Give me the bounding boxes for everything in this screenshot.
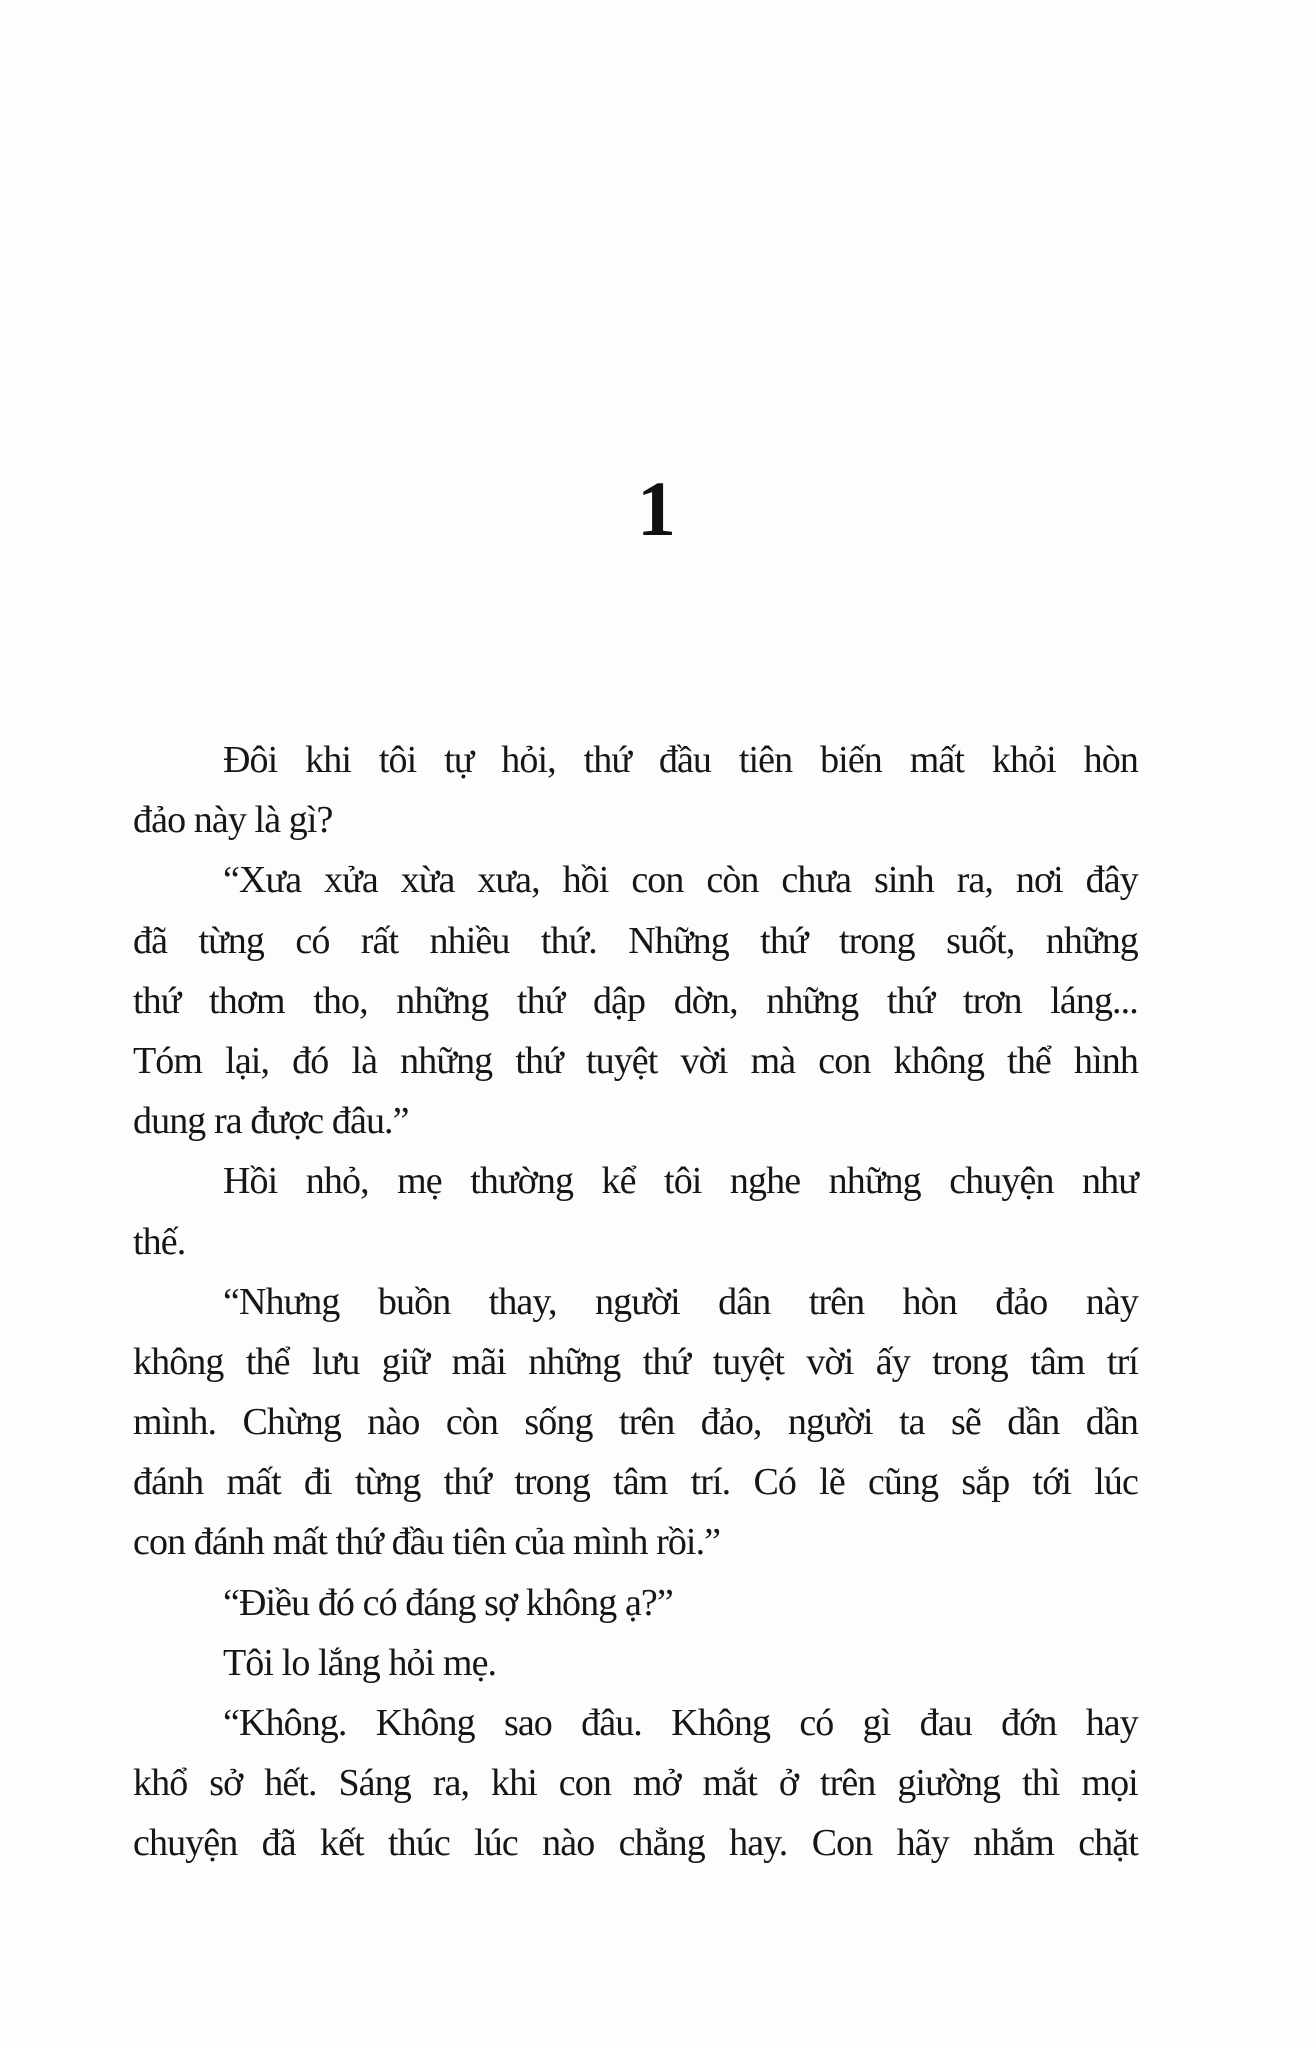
word: xưa, [477,859,540,902]
word: thì [1022,1762,1060,1805]
word: đó [292,1039,329,1082]
word: ở [778,1762,799,1805]
word: Những [628,919,729,962]
word: tới [1032,1461,1072,1504]
word: hòn [1083,739,1138,781]
word: trong [514,1461,590,1504]
word: từng [198,919,264,962]
word: là [351,1039,378,1082]
text-line [133,1031,1138,1091]
word: mãi [451,1340,506,1383]
word: đánh [133,1461,204,1504]
word: Có [753,1461,796,1504]
word: rất [360,919,399,962]
word: khổ [133,1762,188,1805]
word: đảo [995,1280,1048,1323]
text-line [133,1813,1138,1873]
word: con [818,1039,871,1082]
word: tiên [738,739,793,781]
word: buồn [377,1280,451,1323]
text-line [133,1332,1138,1392]
word: “Không. [223,1702,347,1744]
word: thứ [760,919,808,962]
word: mà [750,1039,796,1082]
word: từng [354,1461,421,1504]
text-line: Tôi lo lắng hỏi mẹ. [223,1641,497,1684]
text-line: “Điều đó có đáng sợ không ạ?” [223,1581,673,1624]
word: ta [899,1401,925,1444]
chapter-number: 1 [637,465,676,552]
word: mình. [133,1401,217,1444]
word: người [595,1280,680,1323]
word: Chừng [242,1401,341,1444]
text-line [133,850,1138,910]
word: thể [245,1340,290,1383]
word: vời [806,1340,854,1383]
word: nhiều [429,919,510,962]
word: Hồi [223,1160,278,1203]
word: trí. [690,1461,731,1504]
word: xừa [400,859,455,902]
word: những [400,1039,493,1082]
word: trong [932,1340,1008,1383]
word: mất [226,1461,281,1504]
word: tuyệt [585,1039,658,1082]
word: Tóm [133,1039,203,1082]
word: thứ [583,739,632,781]
word: lúc [1094,1461,1138,1504]
word: chẳng [618,1822,705,1865]
word: những [396,979,489,1022]
word: những [828,1160,921,1203]
word: hết. [264,1762,317,1805]
word: những [1045,919,1138,962]
word: còn [706,859,759,902]
word: đã [133,919,168,962]
word: lưu [311,1340,360,1383]
text-line: con đánh mất thứ đầu tiên của mình rồi.” [133,1521,721,1564]
text-line [133,911,1138,971]
word: sao [503,1702,552,1744]
word: sở [209,1762,243,1805]
word: trí [1106,1340,1138,1383]
word: mở [632,1762,681,1805]
word: trong [839,919,915,962]
word: nào [367,1401,420,1444]
text-line: dung ra được đâu.” [133,1100,409,1143]
word: dân [718,1280,771,1323]
word: tôi [664,1160,702,1203]
word: thay, [488,1280,557,1323]
word: hay. [729,1822,788,1865]
word: tự [444,739,474,781]
word: tho, [313,979,368,1022]
word: không [133,1340,224,1383]
word: trên [819,1762,876,1805]
body-text [133,730,1138,1874]
word: thứ [886,979,935,1022]
text-line [133,1452,1138,1512]
word: kể [601,1160,636,1203]
word: thứ [133,979,181,1022]
word: lại, [225,1039,270,1082]
word: hồi [562,859,609,902]
word: suốt, [946,919,1015,962]
word: thứ. [540,919,597,962]
word: có [799,1702,834,1744]
word: có [295,919,330,962]
word: tâm [1030,1340,1085,1383]
word: hòn [902,1280,957,1323]
word: mất [909,739,965,781]
word: thứ [515,1039,563,1082]
word: trơn [962,979,1022,1022]
word: thứ [516,979,565,1022]
word: đớn [1001,1702,1057,1744]
word: đau [919,1702,972,1744]
word: vời [680,1039,728,1082]
word: thúc [388,1822,450,1865]
word: giữ [381,1340,430,1383]
word: chuyện [949,1160,1054,1203]
word: lẽ [819,1461,845,1504]
word: đầu [658,739,712,781]
word: chặt [1078,1822,1138,1865]
word: những [528,1340,621,1383]
text-line: thế. [133,1220,186,1263]
word: con [631,859,684,902]
word: dờn, [673,979,738,1022]
word: thơm [209,979,285,1022]
word: như [1082,1160,1138,1203]
word: sẽ [951,1401,981,1444]
word: ra, [432,1762,470,1805]
word: khỏi [991,739,1056,781]
word: đảo, [700,1401,762,1444]
text-line [133,1753,1138,1813]
word: “Xưa [223,859,302,902]
word: khi [305,739,351,781]
word: lúc [474,1822,518,1865]
word: sinh [874,859,934,902]
word: thứ [443,1461,492,1504]
text-line [133,1272,1138,1332]
word: biến [820,739,882,781]
word: thể [1007,1039,1051,1082]
word: đâu. [581,1702,642,1744]
word: hay [1085,1702,1138,1744]
word: sắp [961,1461,1010,1504]
word: trên [808,1280,865,1323]
word: Con [811,1822,873,1865]
text-line [133,1693,1138,1753]
word: ấy [875,1340,910,1383]
word: Sáng [338,1762,411,1805]
word: con [558,1762,611,1805]
word: dập [592,979,646,1022]
text-line: đảo này là gì? [133,799,333,842]
word: đã [261,1822,296,1865]
word: không [893,1039,985,1082]
word: khi [491,1762,537,1805]
word: tâm [613,1461,668,1504]
text-line [133,1392,1138,1452]
word: Đôi [223,739,278,781]
word: Không [671,1702,771,1744]
word: nhỏ, [305,1160,369,1203]
word: mẹ [397,1160,442,1203]
word: nào [542,1822,595,1865]
word: nơi [1015,859,1063,902]
word: thường [470,1160,574,1203]
text-line [133,730,1138,790]
word: xửa [324,859,378,902]
word: dần [1085,1401,1138,1444]
word: đi [303,1461,332,1504]
text-line [133,971,1138,1031]
word: mọi [1081,1762,1138,1805]
word: giường [897,1762,1001,1805]
word: còn [445,1401,498,1444]
word: chưa [781,859,852,902]
word: trên [618,1401,675,1444]
word: sống [524,1401,593,1444]
word: hình [1073,1039,1138,1082]
word: ra, [956,859,993,902]
word: tuyệt [712,1340,785,1383]
word: dần [1007,1401,1060,1444]
word: thứ [642,1340,691,1383]
word: chuyện [133,1822,238,1865]
word: này [1085,1280,1138,1323]
word: đây [1085,859,1138,902]
text-line [133,1151,1138,1211]
word: gì [862,1702,891,1744]
word: nghe [729,1160,801,1203]
word: “Nhưng [223,1280,340,1323]
word: Không [375,1702,475,1744]
word: láng... [1050,979,1138,1022]
word: hãy [896,1822,949,1865]
word: mắt [702,1762,757,1805]
word: hỏi, [501,739,556,781]
word: người [787,1401,873,1444]
word: kết [319,1822,364,1865]
word: cũng [867,1461,939,1504]
word: tôi [378,739,417,781]
word: những [766,979,859,1022]
word: nhắm [973,1822,1054,1865]
